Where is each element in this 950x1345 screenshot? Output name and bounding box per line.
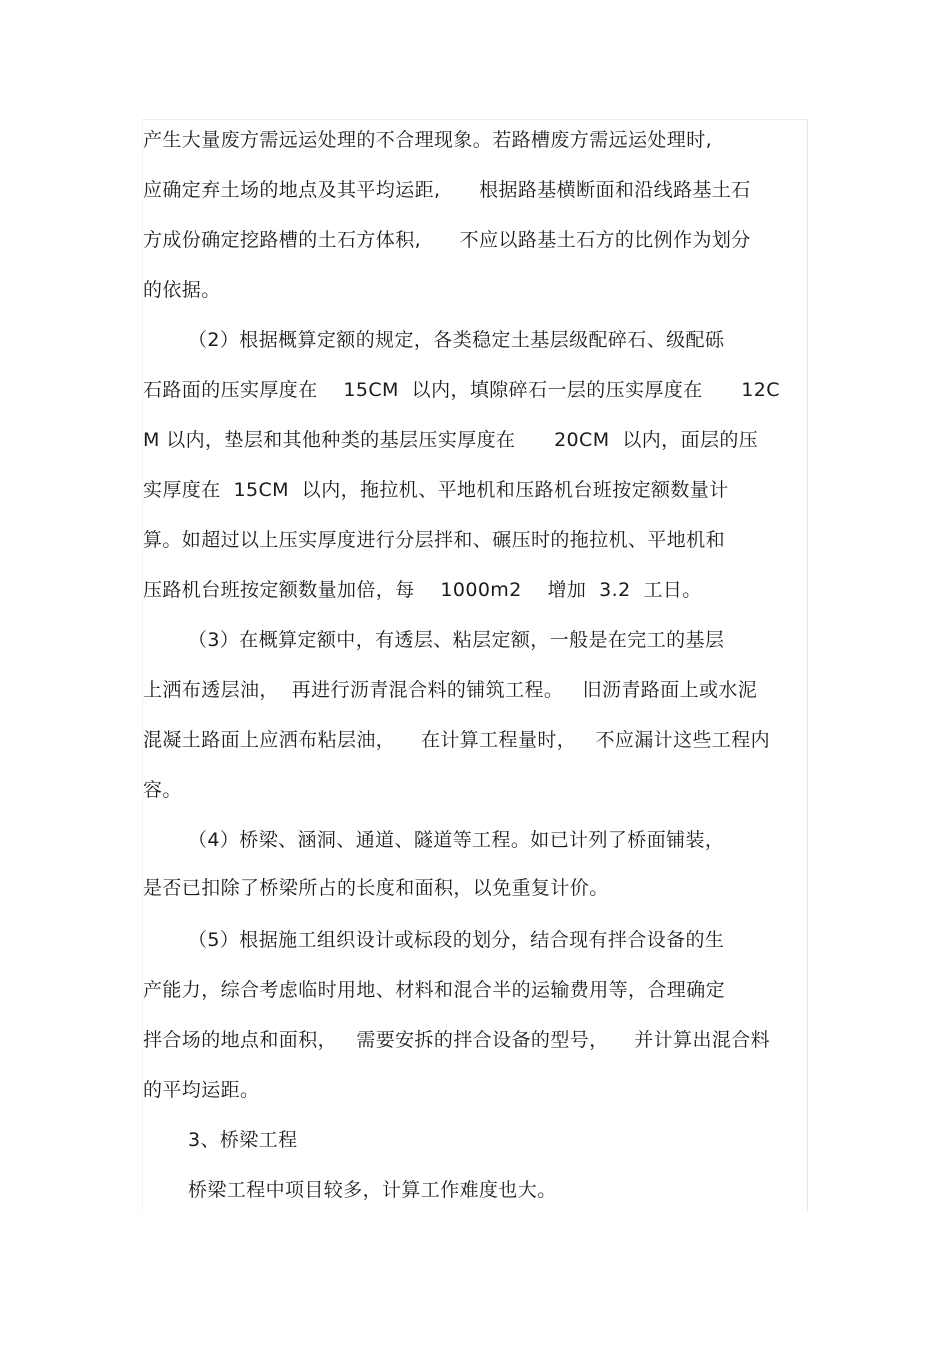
text-line: 产生大量废方需远运处理的不合理现象。若路槽废方需远运处理时, [143, 129, 713, 151]
text-line: 实厚度在 15CM 以内，拖拉机、平地机和压路机台班按定额数量计 [143, 479, 729, 501]
text-line: M 以内，垫层和其他种类的基层压实厚度在 20CM 以内，面层的压 [143, 429, 759, 451]
section-heading-bridge: 3、桥梁工程 [188, 1129, 298, 1151]
paragraph-3-first-line: （3）在概算定额中，有透层、粘层定额，一般是在完工的基层 [188, 629, 725, 651]
text-line: 容。 [143, 779, 182, 801]
text-line: 的平均运距。 [143, 1079, 260, 1101]
text-line: 桥梁工程中项目较多，计算工作难度也大。 [188, 1179, 557, 1201]
text-line: 的依据。 [143, 279, 221, 301]
paragraph-5-first-line: （5）根据施工组织设计或标段的划分，结合现有拌合设备的生 [188, 929, 725, 951]
text-line: 混凝土路面上应洒布粘层油， 在计算工程量时， 不应漏计这些工程内 [143, 729, 771, 751]
text-line: 是否已扣除了桥梁所占的长度和面积，以免重复计价。 [143, 877, 609, 899]
paragraph-4-first-line: （4）桥梁、涵洞、通道、隧道等工程。如已计列了桥面铺装， [188, 829, 725, 851]
text-line: 拌合场的地点和面积， 需要安拆的拌合设备的型号， 并计算出混合料 [143, 1029, 771, 1051]
text-line: 方成份确定挖路槽的土石方体积, 不应以路基土石方的比例作为划分 [143, 229, 751, 251]
paragraph-2-first-line: （2）根据概算定额的规定，各类稳定土基层级配碎石、级配砾 [188, 329, 725, 351]
text-line: 算。如超过以上压实厚度进行分层拌和、碾压时的拖拉机、平地机和 [143, 529, 726, 551]
text-line: 上洒布透层油， 再进行沥青混合料的铺筑工程。 旧沥青路面上或水泥 [143, 679, 758, 701]
text-line: 产能力，综合考虑临时用地、材料和混合半的运输费用等，合理确定 [143, 979, 726, 1001]
text-line: 石路面的压实厚度在 15CM 以内，填隙碎石一层的压实厚度在 12C [143, 379, 780, 401]
text-line: 应确定弃土场的地点及其平均运距, 根据路基横断面和沿线路基土石 [143, 179, 751, 201]
text-line: 压路机台班按定额数量加倍，每 1000m2 增加 3.2 工日。 [143, 579, 702, 601]
